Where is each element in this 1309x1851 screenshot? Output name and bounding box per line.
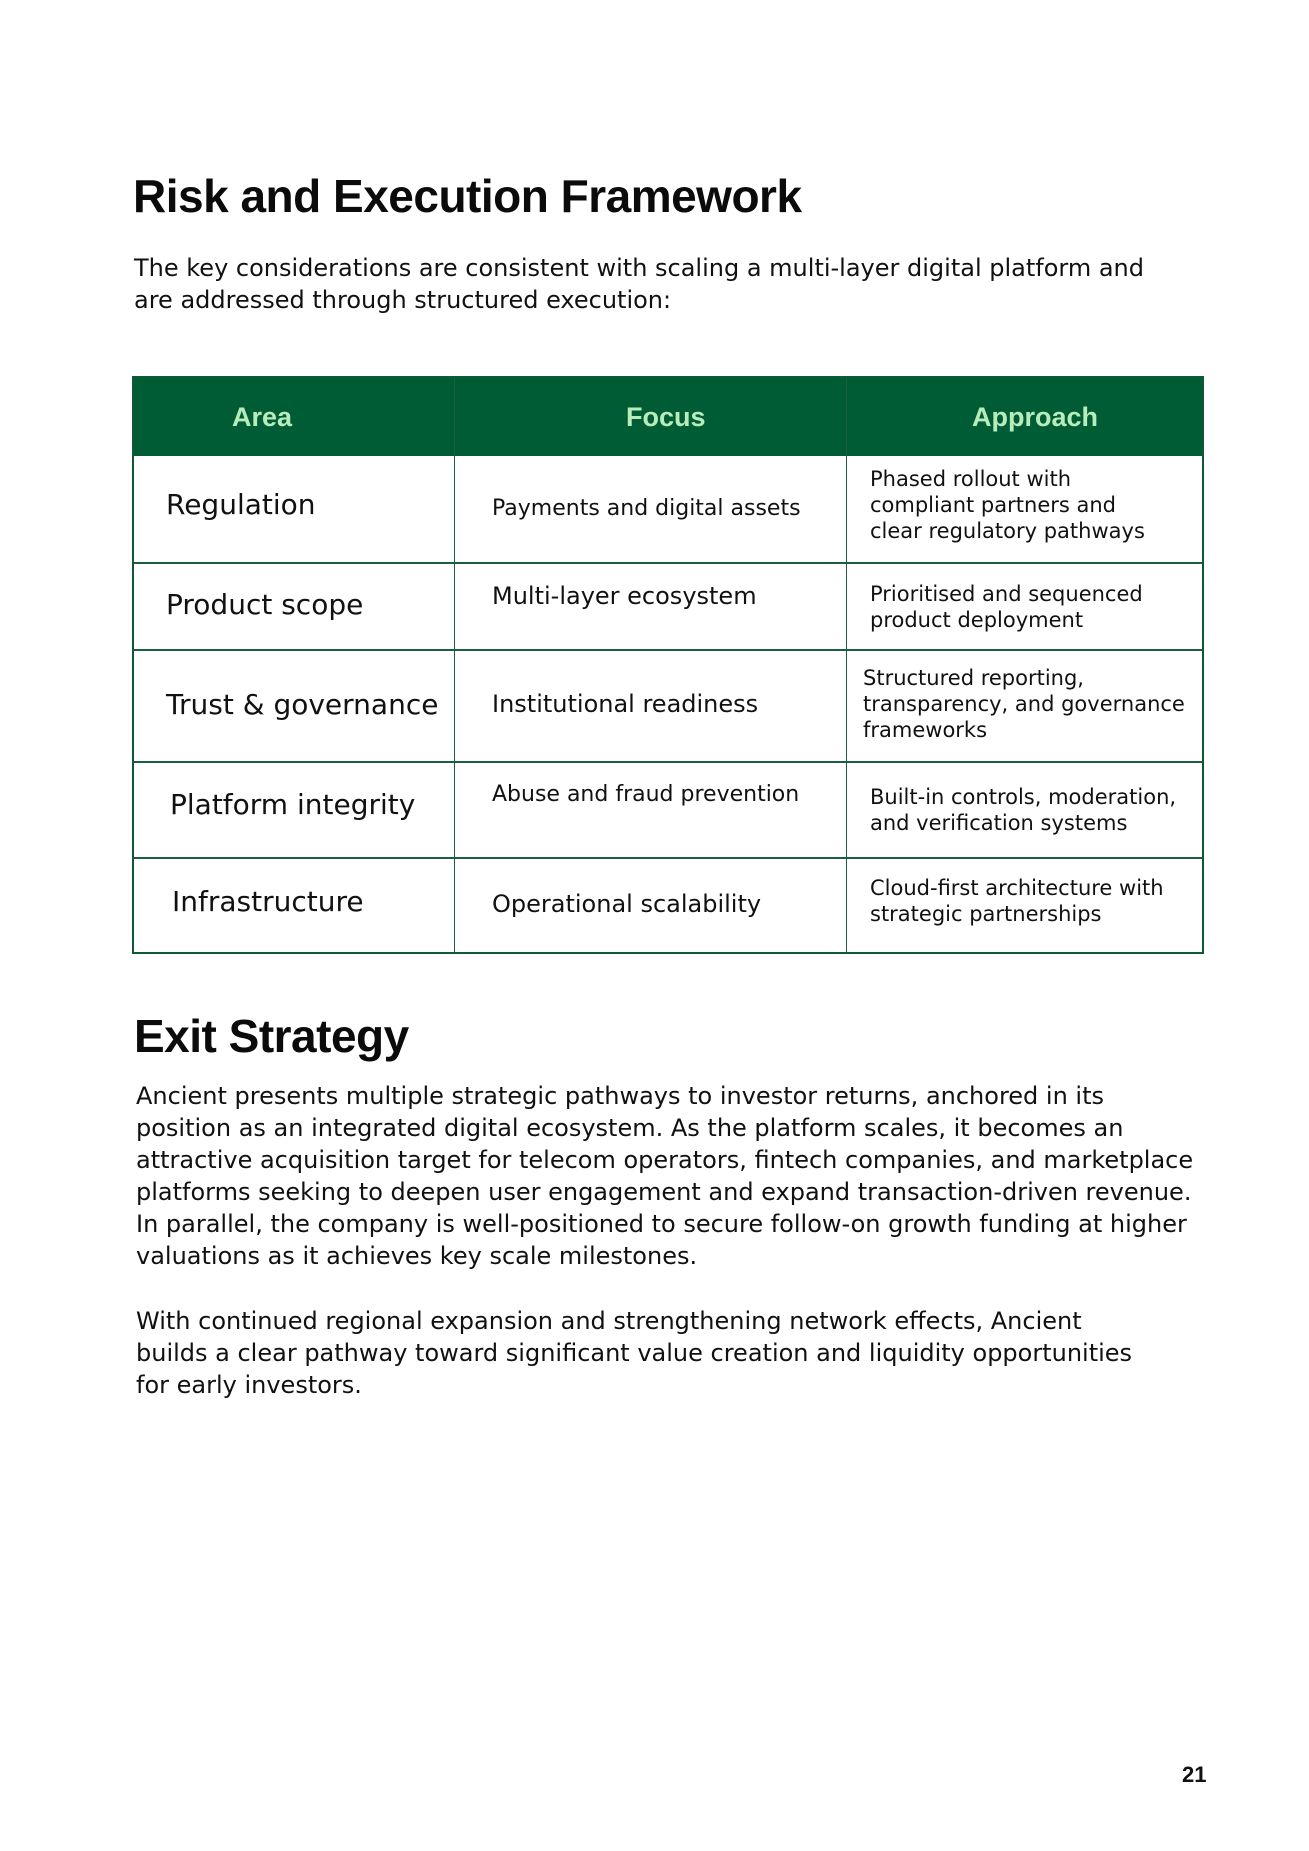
table-cell-approach	[870, 875, 1164, 927]
section-title-exit: Exit Strategy	[134, 1010, 409, 1062]
table-cell-focus: Payments and digital assets	[492, 496, 801, 521]
table-header-row	[134, 378, 1202, 456]
column-divider	[846, 378, 847, 952]
table-cell-area: Infrastructure	[172, 885, 364, 918]
intro-paragraph	[134, 252, 1214, 316]
approach-line: transparency, and governance	[863, 692, 1185, 716]
risk-table	[132, 376, 1204, 954]
approach-line: Structured reporting,	[863, 666, 1084, 690]
approach-line: clear regulatory pathways	[870, 519, 1145, 543]
table-cell-focus: Abuse and fraud prevention	[492, 782, 800, 807]
column-divider	[454, 378, 455, 952]
section-title-risk: Risk and Execution Framework	[133, 170, 802, 222]
table-cell-area: Regulation	[166, 488, 316, 521]
table-cell-approach	[870, 466, 1145, 544]
paragraph-line: With continued regional expansion and strengthening network effects, Ancient	[136, 1307, 1082, 1335]
table-cell-focus: Operational scalability	[492, 890, 762, 918]
exit-paragraph-2	[136, 1305, 1236, 1401]
header-approach: Approach	[972, 402, 1099, 432]
table-cell-approach	[870, 784, 1176, 836]
paragraph-line: In parallel, the company is well-positioned to secure follow-on growth funding at higher	[136, 1210, 1187, 1238]
table-cell-focus: Multi-layer ecosystem	[492, 582, 757, 610]
header-area: Area	[232, 402, 293, 432]
row-divider	[134, 562, 1202, 564]
table-cell-area: Product scope	[166, 588, 364, 621]
row-divider	[134, 649, 1202, 651]
table-cell-area: Trust & governance	[166, 688, 439, 721]
table-cell-approach	[870, 581, 1143, 633]
paragraph-line: position as an integrated digital ecosystem. As the platform scales, it becomes an	[136, 1114, 1124, 1142]
approach-line: strategic partnerships	[870, 902, 1102, 926]
page-number: 21	[1182, 1762, 1207, 1787]
exit-paragraph-1	[136, 1080, 1236, 1272]
paragraph-line: attractive acquisition target for telecom operators, fintech companies, and marketplace	[136, 1146, 1194, 1174]
approach-line: frameworks	[863, 718, 988, 742]
table-cell-area: Platform integrity	[170, 788, 416, 821]
paragraph-line: platforms seeking to deepen user engagement and expand transaction-driven revenue.	[136, 1178, 1192, 1206]
row-divider	[134, 857, 1202, 859]
approach-line: Phased rollout with	[870, 467, 1072, 491]
approach-line: Prioritised and sequenced	[870, 582, 1143, 606]
paragraph-line: valuations as it achieves key scale milestones.	[136, 1242, 698, 1270]
approach-line: product deployment	[870, 608, 1084, 632]
table-cell-approach	[863, 665, 1185, 743]
approach-line: and verification systems	[870, 811, 1128, 835]
approach-line: Cloud-first architecture with	[870, 876, 1164, 900]
approach-line: Built-in controls, moderation,	[870, 785, 1177, 809]
row-divider	[134, 761, 1202, 763]
paragraph-line: Ancient presents multiple strategic pathways to investor returns, anchored in its	[136, 1082, 1105, 1110]
intro-line: The key considerations are consistent with scaling a multi-layer digital platform and	[134, 254, 1144, 282]
intro-line: are addressed through structured execution:	[134, 286, 672, 314]
table-cell-focus: Institutional readiness	[492, 690, 759, 718]
header-focus: Focus	[626, 402, 706, 432]
paragraph-line: for early investors.	[136, 1371, 362, 1399]
approach-line: compliant partners and	[870, 493, 1116, 517]
paragraph-line: builds a clear pathway toward significant value creation and liquidity opportunities	[136, 1339, 1133, 1367]
